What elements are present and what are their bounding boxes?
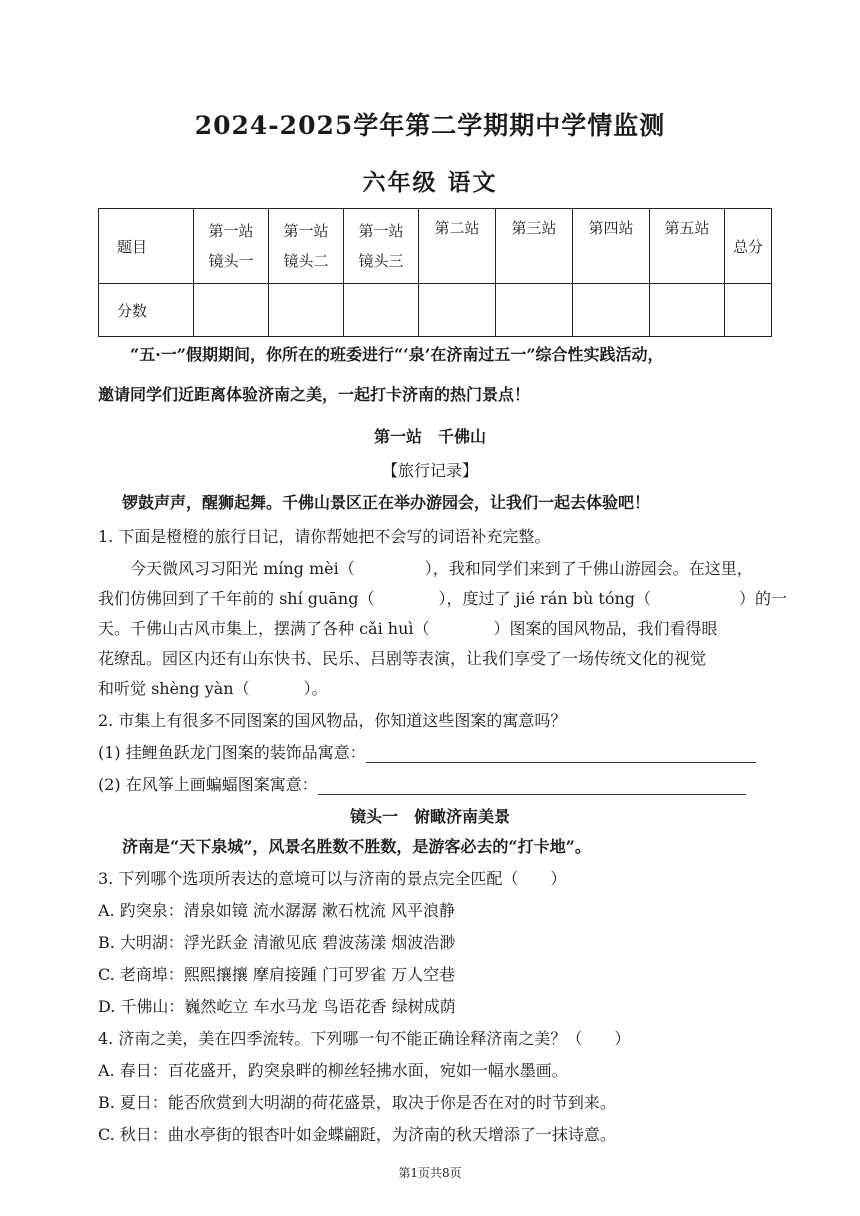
score-cell[interactable] — [725, 284, 772, 337]
cell-line: 第一站 — [358, 222, 404, 240]
score-header-cell: 第五站 — [650, 209, 725, 284]
q1-line-4: 花缭乱。园区内还有山东快书、民乐、吕剧等表演，让我们享受了一场传统文化的视觉 — [98, 649, 707, 668]
score-header-cell — [344, 209, 419, 284]
q1-line-2 — [98, 586, 787, 609]
q1-text: 和听觉 shèng yàn（ — [98, 679, 250, 698]
page-number: 第1页共8页 — [398, 1166, 462, 1180]
q1-text: 今天微风习习阳光 míng mèi（ — [130, 559, 355, 578]
q1-text: ），我和同学们来到了千佛山游园会。在这里， — [424, 559, 753, 578]
score-table-score-row — [99, 284, 772, 337]
cell-line: 第一站 — [283, 222, 329, 240]
score-row-label: 分数 — [99, 284, 194, 337]
score-cell[interactable] — [419, 284, 496, 337]
station1-lead: 锣鼓声声，醒狮起舞。千佛山景区正在举办游园会，让我们一起去体验吧！ — [122, 493, 651, 512]
q1-text: 天。千佛山古风市集上，摆满了各种 cǎi huì（ — [98, 619, 430, 638]
score-header-cell: 第四站 — [573, 209, 650, 284]
exam-title: 2024-2025学年第二学期期中学情监测 — [194, 111, 666, 140]
score-cell[interactable] — [344, 284, 419, 337]
score-header-cell — [194, 209, 269, 284]
q1-text: ）的一 — [739, 589, 788, 608]
score-cell[interactable] — [269, 284, 344, 337]
score-header-total: 总分 — [725, 209, 772, 284]
station1-heading: 第一站 千佛山 — [373, 427, 486, 446]
score-cell[interactable] — [573, 284, 650, 337]
travel-record-label: 【旅行记录】 — [381, 461, 478, 480]
q1-text: ）。 — [303, 679, 328, 698]
lens1-heading: 镜头一 俯瞰济南美景 — [349, 807, 510, 826]
q2-sub-1 — [98, 740, 756, 763]
cell-line: 镜头一 — [208, 252, 254, 270]
q1-line-5 — [98, 676, 328, 699]
score-cell[interactable] — [194, 284, 269, 337]
q1-line-3 — [98, 616, 718, 639]
q1-text: ）图案的国风物品，我们看得眼 — [493, 619, 718, 638]
q2-sub-2 — [98, 772, 746, 795]
q1-text: 我们仿佛回到了千年前的 shí guāng（ — [98, 589, 375, 608]
intro-line-1: “五·一”假期期间，你所在的班委进行“‘泉’在济南过五一”综合性实践活动， — [130, 345, 664, 364]
cell-line: 镜头三 — [358, 252, 404, 270]
q3-option-c: C. 老商埠：熙熙攘攘 摩肩接踵 门可罗雀 万人空巷 — [98, 965, 456, 984]
q3-stem: 3. 下列哪个选项所表达的意境可以与济南的景点完全匹配（ ） — [98, 869, 567, 888]
exam-subtitle: 六年级 语文 — [362, 169, 498, 196]
answer-line-carp[interactable] — [366, 744, 756, 763]
q4-option-a: A. 春日：百花盛开，趵突泉畔的柳丝轻拂水面，宛如一幅水墨画。 — [98, 1061, 568, 1080]
q1-text: ），度过了 jié rán bù tóng（ — [438, 589, 651, 608]
q2-stem: 2. 市集上有很多不同图案的国风物品，你知道这些图案的寓意吗？ — [98, 711, 567, 730]
q2-text: (2) 在风筝上画蝙蝠图案寓意： — [98, 775, 318, 794]
q1-line-1 — [130, 556, 753, 579]
score-table — [98, 208, 772, 337]
answer-line-bat[interactable] — [318, 776, 746, 795]
q3-option-b: B. 大明湖：浮光跃金 清澈见底 碧波荡漾 烟波浩渺 — [98, 933, 456, 952]
cell-line: 第一站 — [208, 222, 254, 240]
score-cell[interactable] — [650, 284, 725, 337]
q3-option-d: D. 千佛山：巍然屹立 车水马龙 鸟语花香 绿树成荫 — [98, 997, 456, 1016]
score-table-header-row — [99, 209, 772, 284]
q2-text: (1) 挂鲤鱼跃龙门图案的装饰品寓意： — [98, 743, 366, 762]
cell-line: 镜头二 — [283, 252, 329, 270]
score-header-cell: 第二站 — [419, 209, 496, 284]
lens1-lead: 济南是“天下泉城”，风景名胜数不胜数，是游客必去的“打卡地”。 — [122, 837, 591, 856]
score-cell[interactable] — [496, 284, 573, 337]
q4-option-c: C. 秋日：曲水亭街的银杏叶如金蝶翩跹，为济南的秋天增添了一抹诗意。 — [98, 1125, 616, 1144]
score-header-cell — [269, 209, 344, 284]
q4-stem: 4. 济南之美，美在四季流转。下列哪一句不能正确诠释济南之美？（ ） — [98, 1029, 631, 1048]
q4-option-b: B. 夏日：能否欣赏到大明湖的荷花盛景，取决于你是否在对的时节到来。 — [98, 1093, 616, 1112]
intro-line-2: 邀请同学们近距离体验济南之美，一起打卡济南的热门景点！ — [98, 385, 531, 404]
q3-option-a: A. 趵突泉：清泉如镜 流水潺潺 漱石枕流 风平浪静 — [98, 901, 455, 920]
q1-stem: 1. 下面是橙橙的旅行日记，请你帮她把不会写的词语补充完整。 — [98, 527, 551, 546]
score-header-cell: 第三站 — [496, 209, 573, 284]
score-header-label: 题目 — [99, 209, 194, 284]
